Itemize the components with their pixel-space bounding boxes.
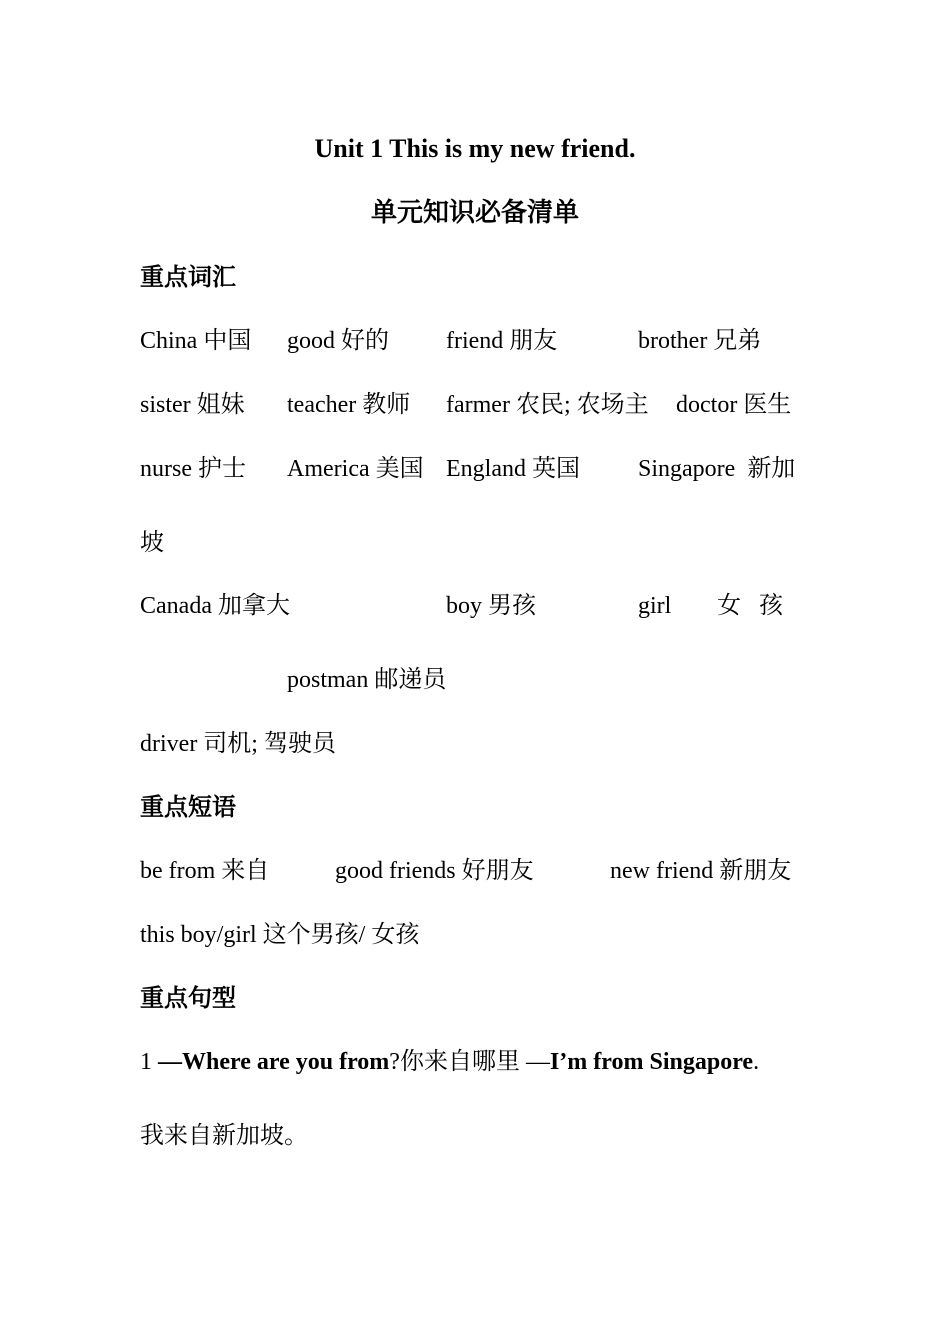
- vocab-item: America 美国: [287, 456, 424, 482]
- phrase-item: be from 来自: [140, 858, 270, 884]
- sentences-heading: 重点句型: [140, 986, 236, 1012]
- vocab-item-wrap: 坡: [140, 530, 164, 556]
- vocab-item: driver 司机; 驾驶员: [140, 731, 336, 757]
- phrase-item: good friends 好朋友: [335, 858, 534, 884]
- vocab-item: brother 兄弟: [638, 328, 762, 354]
- vocab-item: postman 邮递员: [287, 667, 447, 693]
- vocab-item: China 中国: [140, 328, 252, 354]
- answer-text: I’m from Singapore: [549, 1049, 754, 1075]
- vocab-item: Canada 加拿大: [140, 593, 290, 619]
- sentence-item: [140, 1050, 759, 1074]
- answer-dash: —: [525, 1049, 550, 1075]
- vocab-item: nurse 护士: [140, 456, 246, 482]
- vocab-item: boy 男孩: [446, 593, 536, 619]
- vocab-item: farmer 农民; 农场主: [446, 392, 649, 418]
- vocab-item: teacher 教师: [287, 392, 411, 418]
- page-title: Unit 1 This is my new friend.: [314, 134, 636, 163]
- vocab-heading: 重点词汇: [140, 265, 236, 291]
- vocab-item: England 英国: [446, 456, 580, 482]
- vocab-item: 女 孩: [717, 593, 783, 619]
- phrase-item: new friend 新朋友: [610, 858, 792, 884]
- question-translation: ?你来自哪里: [389, 1049, 526, 1075]
- answer-translation: 我来自新加坡。: [140, 1123, 308, 1149]
- vocab-item: doctor 医生: [676, 392, 792, 418]
- question-text: Where are you from: [182, 1049, 390, 1075]
- vocab-item: friend 朋友: [446, 328, 558, 354]
- vocab-item: girl: [638, 593, 672, 619]
- phrases-heading: 重点短语: [140, 795, 236, 821]
- answer-period: .: [753, 1049, 760, 1075]
- sentence-number: 1: [140, 1049, 158, 1075]
- phrase-item: this boy/girl 这个男孩/ 女孩: [140, 922, 420, 948]
- question-dash: —: [158, 1049, 182, 1075]
- vocab-item: good 好的: [287, 328, 389, 354]
- vocab-item: sister 姐妹: [140, 392, 245, 418]
- vocab-item: Singapore 新加: [638, 456, 796, 482]
- page-subtitle: 单元知识必备清单: [370, 198, 579, 227]
